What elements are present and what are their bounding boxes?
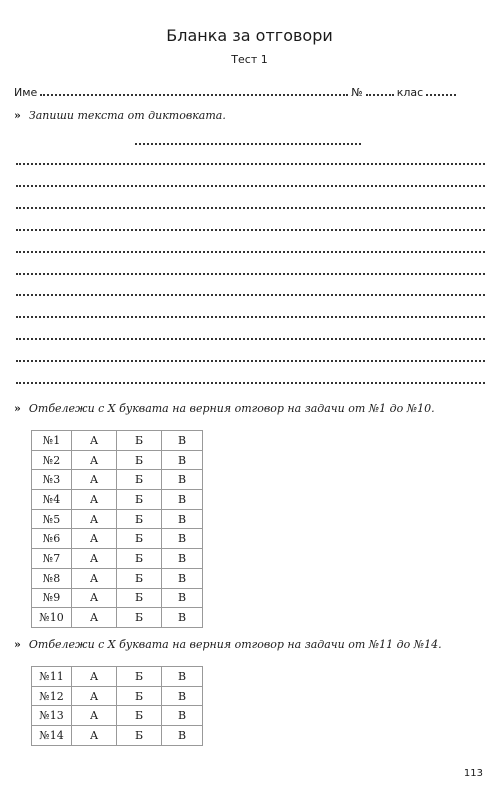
task-row [32, 470, 203, 490]
instruction-dictation [14, 109, 226, 122]
answer-option[interactable]: А [72, 509, 117, 529]
writing-line[interactable] [16, 229, 485, 231]
answer-option[interactable]: А [72, 549, 117, 569]
answer-option[interactable]: А [72, 568, 117, 588]
writing-line[interactable] [16, 251, 485, 253]
answer-option[interactable]: Б [117, 431, 162, 451]
instruction-text: Отбележи с Х буквата на верния отговор на задачи от №11 до №14. [28, 638, 442, 651]
page-subtitle: Тест 1 [231, 53, 268, 66]
answer-option[interactable]: В [162, 667, 203, 687]
answer-option[interactable]: В [162, 608, 203, 628]
writing-line[interactable] [16, 273, 485, 275]
task-number: №4 [32, 490, 72, 510]
answer-option[interactable]: Б [117, 490, 162, 510]
answer-option[interactable]: А [72, 529, 117, 549]
answer-option[interactable]: Б [117, 549, 162, 569]
task-number: №3 [32, 470, 72, 490]
task-number: №7 [32, 549, 72, 569]
answer-option[interactable]: В [162, 726, 203, 746]
writing-line[interactable] [16, 294, 485, 296]
task-number: №12 [32, 686, 72, 706]
task-row [32, 588, 203, 608]
answer-option[interactable]: В [162, 450, 203, 470]
answer-option[interactable]: Б [117, 686, 162, 706]
number-label: № [351, 86, 363, 99]
task-row [32, 490, 203, 510]
task-row [32, 529, 203, 549]
answer-option[interactable]: А [72, 686, 117, 706]
task-number: №8 [32, 568, 72, 588]
task-number: №2 [32, 450, 72, 470]
answer-option[interactable]: В [162, 470, 203, 490]
task-row [32, 686, 203, 706]
answer-option[interactable]: Б [117, 568, 162, 588]
page-number: 113 [463, 768, 483, 779]
answer-option[interactable]: В [162, 509, 203, 529]
instruction-marker: » [14, 109, 21, 122]
task-number: №6 [32, 529, 72, 549]
answer-table-1 [31, 430, 203, 628]
answer-option[interactable]: А [72, 431, 117, 451]
name-label: Име [14, 86, 38, 99]
answer-option[interactable]: В [162, 568, 203, 588]
writing-line[interactable] [16, 207, 485, 209]
answer-option[interactable]: Б [117, 608, 162, 628]
task-row [32, 706, 203, 726]
writing-line[interactable] [16, 316, 485, 318]
answer-option[interactable]: В [162, 490, 203, 510]
writing-line[interactable] [16, 382, 485, 384]
answer-option[interactable]: А [72, 490, 117, 510]
task-number: №5 [32, 509, 72, 529]
answer-option[interactable]: А [72, 667, 117, 687]
answer-option[interactable]: В [162, 549, 203, 569]
instruction-tasks-1-10 [14, 402, 435, 415]
answer-option[interactable]: В [162, 588, 203, 608]
name-field[interactable] [40, 94, 348, 96]
writing-line[interactable] [16, 360, 485, 362]
instruction-text: Запиши текста от диктовката. [28, 109, 226, 122]
answer-option[interactable]: Б [117, 529, 162, 549]
writing-line[interactable] [16, 163, 485, 165]
answer-option[interactable]: В [162, 529, 203, 549]
answer-option[interactable]: А [72, 726, 117, 746]
answer-option[interactable]: В [162, 706, 203, 726]
instruction-marker: » [14, 402, 21, 415]
task-row [32, 431, 203, 451]
task-row [32, 568, 203, 588]
writing-line[interactable] [16, 338, 485, 340]
answer-option[interactable]: А [72, 608, 117, 628]
page-title: Бланка за отговори [166, 26, 333, 45]
answer-option[interactable]: Б [117, 667, 162, 687]
task-row [32, 608, 203, 628]
task-row [32, 509, 203, 529]
instruction-text: Отбележи с Х буквата на верния отговор на задачи от №1 до №10. [28, 402, 435, 415]
instruction-tasks-11-14 [14, 638, 442, 651]
answer-option[interactable]: Б [117, 450, 162, 470]
answer-option[interactable]: Б [117, 588, 162, 608]
answer-option[interactable]: А [72, 470, 117, 490]
task-number: №1 [32, 431, 72, 451]
task-number: №9 [32, 588, 72, 608]
student-info-row [14, 85, 486, 99]
answer-option[interactable]: А [72, 450, 117, 470]
task-row [32, 450, 203, 470]
task-row [32, 667, 203, 687]
task-number: №11 [32, 667, 72, 687]
answer-option[interactable]: Б [117, 726, 162, 746]
class-field[interactable] [426, 94, 456, 96]
task-row [32, 726, 203, 746]
number-field[interactable] [366, 94, 394, 96]
task-number: №14 [32, 726, 72, 746]
answer-option[interactable]: Б [117, 470, 162, 490]
answer-option[interactable]: Б [117, 509, 162, 529]
answer-table-2 [31, 666, 203, 746]
answer-option[interactable]: А [72, 588, 117, 608]
task-row [32, 549, 203, 569]
instruction-marker: » [14, 638, 21, 651]
answer-option[interactable]: В [162, 431, 203, 451]
dictation-title-line[interactable] [135, 143, 361, 145]
answer-option[interactable]: А [72, 706, 117, 726]
task-number: №13 [32, 706, 72, 726]
answer-option[interactable]: Б [117, 706, 162, 726]
class-label: клас [396, 86, 424, 99]
answer-option[interactable]: В [162, 686, 203, 706]
task-number: №10 [32, 608, 72, 628]
writing-line[interactable] [16, 185, 485, 187]
